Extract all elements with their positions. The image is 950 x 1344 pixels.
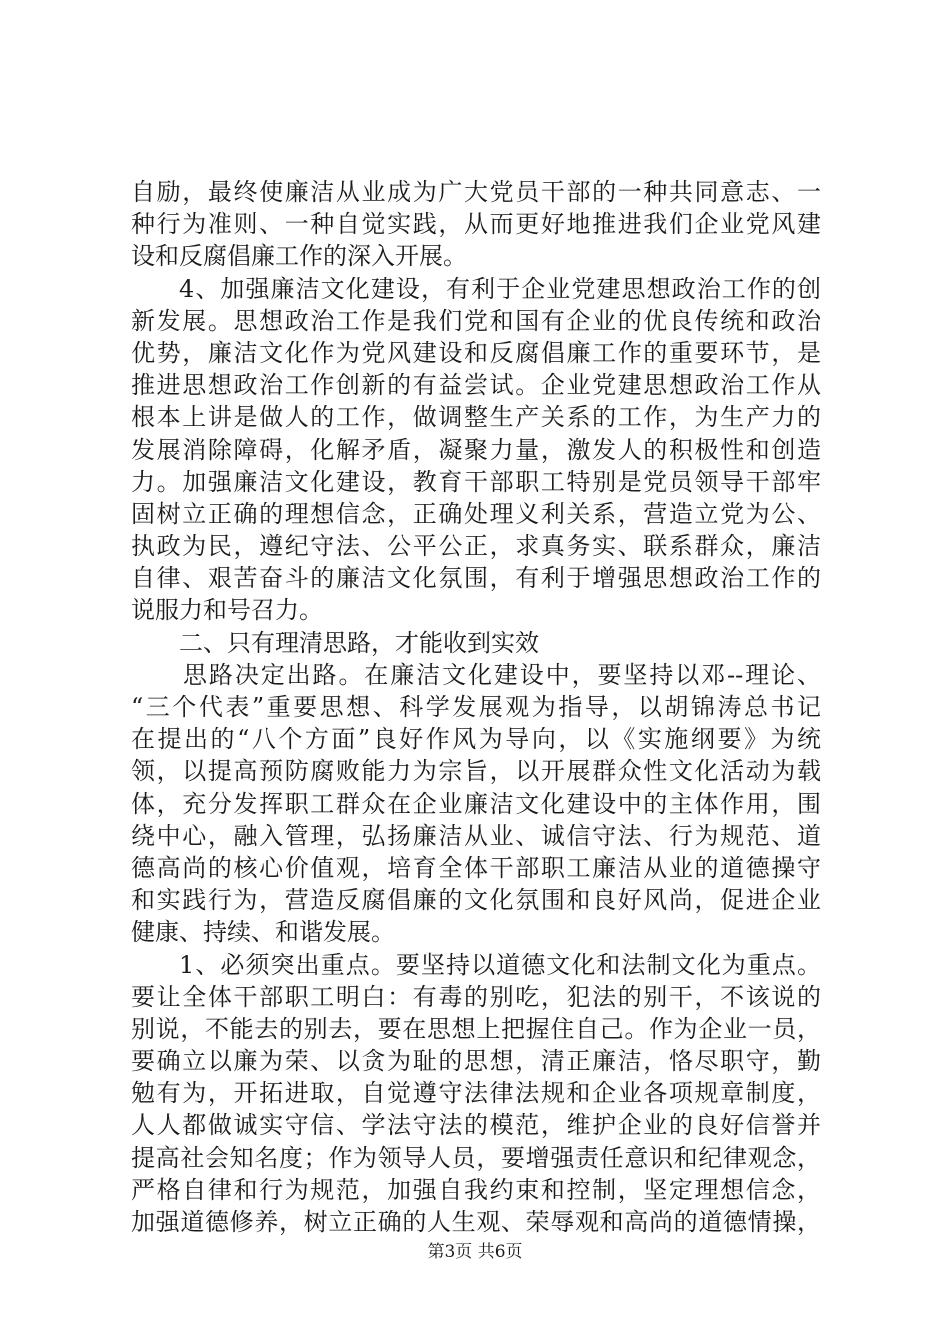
text-line: 要确立以廉为荣、以贪为耻的思想，清正廉洁，恪尽职守，勤 xyxy=(131,1047,821,1076)
text-line: 优势，廉洁文化作为党风建设和反腐倡廉工作的重要环节，是 xyxy=(131,338,821,367)
text-line: 严格自律和行为规范，加强自我约束和控制，坚定理想信念， xyxy=(131,1175,821,1204)
text-line: 推进思想政治工作创新的有益尝试。企业党建思想政治工作从 xyxy=(131,371,821,400)
text-line: 别说，不能去的别去，要在思想上把握住自己。作为企业一员， xyxy=(131,1014,821,1043)
text-line: 自律、艰苦奋斗的廉洁文化氛围，有利于增强思想政治工作的 xyxy=(131,564,821,593)
text-line: 人人都做诚实守信、学法守法的模范，维护企业的良好信誉并 xyxy=(131,1111,821,1140)
text-line: 德高尚的核心价值观，培育全体干部职工廉洁从业的道德操守 xyxy=(131,853,821,882)
section-heading: 二、只有理清思路，才能收到实效 xyxy=(179,628,539,657)
text-line: 执政为民，遵纪守法、公平公正，求真务实、联系群众，廉洁 xyxy=(131,532,821,561)
document-body xyxy=(131,176,821,1238)
text-line: 种行为准则、一种自觉实践，从而更好地推进我们企业党风建 xyxy=(131,210,821,239)
text-line: 健康、持续、和谐发展。 xyxy=(131,918,395,947)
text-line: 思路决定出路。在廉洁文化建设中，要坚持以邓--理论、 xyxy=(183,660,821,689)
text-line: 固树立正确的理想信念，正确处理义利关系，营造立党为公、 xyxy=(131,499,821,528)
text-line: 勉有为，开拓进取，自觉遵守法律法规和企业各项规章制度， xyxy=(131,1079,821,1108)
text-line: 新发展。思想政治工作是我们党和国有企业的优良传统和政治 xyxy=(131,306,821,335)
text-line: 4、加强廉洁文化建设，有利于企业党建思想政治工作的创 xyxy=(179,274,821,303)
text-line: 根本上讲是做人的工作，做调整生产关系的工作，为生产力的 xyxy=(131,403,821,432)
page-number-footer: 第3页 共6页 xyxy=(427,1242,523,1262)
text-line: 提高社会知名度；作为领导人员，要增强责任意识和纪律观念， xyxy=(131,1143,821,1172)
text-line: 发展消除障碍，化解矛盾，凝聚力量，激发人的积极性和创造 xyxy=(131,435,821,464)
text-line: 1、必须突出重点。要坚持以道德文化和法制文化为重点。 xyxy=(179,950,821,979)
text-line: “三个代表”重要思想、科学发展观为指导，以胡锦涛总书记 xyxy=(131,693,821,721)
text-line: 体，充分发挥职工群众在企业廉洁文化建设中的主体作用，围 xyxy=(131,789,821,818)
text-line: 在提出的“八个方面”良好作风为导向，以《实施纲要》为统 xyxy=(131,725,821,754)
text-line: 说服力和号召力。 xyxy=(131,596,323,625)
text-line: 加强道德修养，树立正确的人生观、荣辱观和高尚的道德情操， xyxy=(131,1208,821,1236)
text-line: 绕中心，融入管理，弘扬廉洁从业、诚信守法、行为规范、道 xyxy=(131,821,821,850)
text-line: 自励，最终使廉洁从业成为广大党员干部的一种共同意志、一 xyxy=(131,178,821,206)
text-line: 力。加强廉洁文化建设，教育干部职工特别是党员领导干部牢 xyxy=(131,467,821,496)
text-line: 要让全体干部职工明白：有毒的别吃，犯法的别干，不该说的 xyxy=(131,982,821,1011)
text-line: 和实践行为，营造反腐倡廉的文化氛围和良好风尚，促进企业 xyxy=(131,886,821,915)
text-line: 设和反腐倡廉工作的深入开展。 xyxy=(131,242,467,271)
text-line: 领，以提高预防腐败能力为宗旨，以开展群众性文化活动为载 xyxy=(131,757,821,786)
